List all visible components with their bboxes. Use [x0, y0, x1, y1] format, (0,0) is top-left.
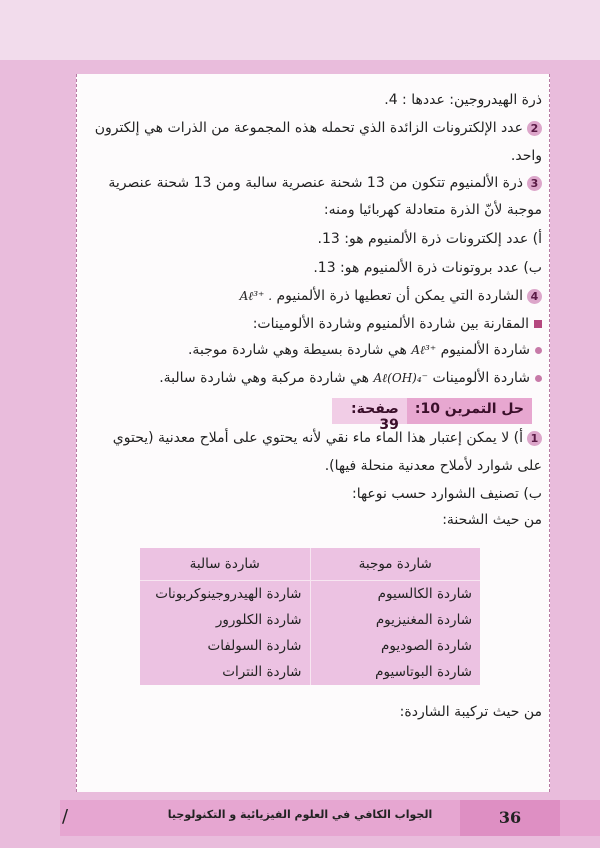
number-badge: 1: [527, 431, 542, 446]
table-cell: شاردة الكلورور: [215, 612, 302, 628]
number-badge: 4: [527, 289, 542, 304]
table-cell: شاردة الكالسيوم: [310, 581, 480, 608]
ions-table: [140, 548, 480, 685]
table-cell: شاردة المغنيزيوم: [310, 607, 480, 633]
formula: Aℓ³⁺: [411, 343, 437, 357]
table-header-row: [140, 548, 480, 581]
table-row: [140, 607, 480, 633]
column-header: شاردة موجبة: [310, 548, 480, 581]
bullet-icon: [535, 347, 542, 354]
text-line: ب) تصنيف الشوارد حسب نوعها:: [352, 486, 542, 502]
formula: Aℓ(OH)₄⁻: [373, 371, 428, 385]
page-edge: [0, 0, 600, 60]
bullet-icon: [535, 375, 542, 382]
formula: Aℓ³⁺ .: [239, 289, 273, 303]
text-line: 2عدد الإلكترونات الزائدة الذي تحمله هذه المجموعة من الذرات هي إلكترون: [95, 118, 542, 138]
table-row: [140, 659, 480, 685]
pen-mark: /: [62, 806, 69, 827]
table-cell: شاردة الصوديوم: [310, 633, 480, 659]
table-cell: شاردة الهيدروجينوكربونات: [155, 586, 302, 602]
text-line: من حيث تركيبة الشاردة:: [399, 704, 542, 720]
page-number: 36: [460, 800, 560, 836]
table-row: [140, 581, 480, 608]
square-bullet-icon: [534, 320, 542, 328]
exercise-page: صفحة: 39: [332, 398, 407, 424]
exercise-heading: [332, 398, 532, 433]
text-line: شاردة الألومينات Aℓ(OH)₄⁻ هي شاردة مركبة وهي شاردة سالبة.: [159, 368, 542, 388]
text-line: 4الشاردة التي يمكن أن تعطيها ذرة الألمنيوم Aℓ³⁺ .: [240, 286, 542, 306]
text-line: موجبة لأنّ الذرة متعادلة كهربائيا ومنه:: [323, 202, 542, 218]
table-cell: شاردة البوتاسيوم: [310, 659, 480, 685]
column-header: شاردة سالبة: [140, 548, 310, 581]
table-cell: شاردة السولفات: [207, 638, 302, 654]
table-cell: شاردة النترات: [222, 664, 302, 680]
text-line: شاردة الألمنيوم Aℓ³⁺ هي شاردة بسيطة وهي شاردة موجبة.: [188, 340, 542, 360]
text-line: ذرة الهيدروجين: عددها : 4.: [384, 92, 542, 108]
book-title: الجواب الكافي في العلوم الفيزيائية و التكنولوجيا: [167, 808, 433, 821]
number-badge: 2: [527, 121, 542, 136]
text-line: على شوارد لأملاح معدنية منحلة فيها).: [324, 458, 542, 474]
text-line: واحد.: [510, 148, 542, 164]
text-line: 1أ) لا يمكن إعتبار هذا الماء ماء نقي لأنه يحتوي على أملاح معدنية (يحتوي: [113, 428, 542, 448]
exercise-title: حل التمرين 10:: [407, 398, 532, 424]
text-line: أ) عدد إلكترونات ذرة الألمنيوم هو: 13.: [317, 231, 542, 247]
text-line: المقارنة بين شاردة الألمنيوم وشاردة الألومينات:: [253, 314, 542, 334]
table-row: [140, 633, 480, 659]
text-line: ب) عدد بروتونات ذرة الألمنيوم هو: 13.: [313, 260, 542, 276]
text-line: 3ذرة الألمنيوم تتكون من 13 شحنة عنصرية سالبة ومن 13 شحنة عنصرية: [108, 173, 542, 193]
number-badge: 3: [527, 176, 542, 191]
text-line: من حيث الشحنة:: [442, 512, 542, 528]
